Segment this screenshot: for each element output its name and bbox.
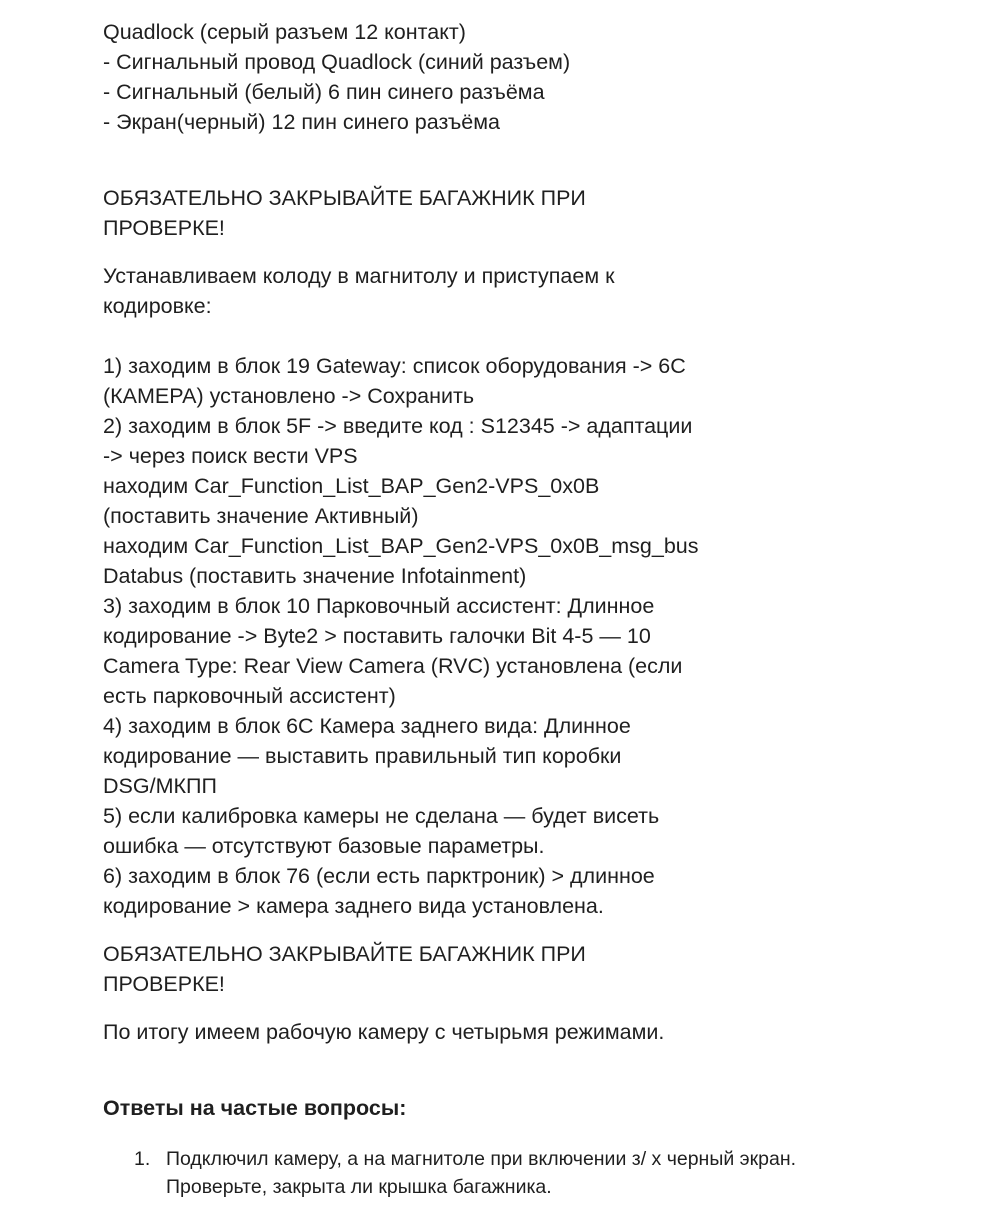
spacer: [103, 137, 863, 183]
faq-question: Подключил камеру, а на магнитоле при включении з/ х черный экран.: [166, 1148, 797, 1170]
warning-line: ОБЯЗАТЕЛЬНО ЗАКРЫВАЙТЕ БАГАЖНИК ПРИ: [103, 186, 586, 210]
wiring-section: [103, 17, 863, 137]
warning-line: ПРОВЕРКЕ!: [103, 216, 225, 240]
wiring-line: - Экран(черный) 12 пин синего разъёма: [103, 110, 500, 134]
document-content: [103, 17, 863, 1201]
step-line: 4) заходим в блок 6С Камера заднего вида: Длинное: [103, 714, 631, 738]
step-line: DSG/МКПП: [103, 774, 217, 798]
step-line: ошибка — отсутствуют базовые параметры.: [103, 834, 545, 858]
summary-line: По итогу имеем рабочую камеру с четырьмя режимами.: [103, 1020, 665, 1044]
step-line: -> через поиск вести VPS: [103, 444, 358, 468]
step-line: Camera Type: Rear View Camera (RVC) установлена (если: [103, 654, 683, 678]
wiring-line: - Сигнальный (белый) 6 пин синего разъёма: [103, 80, 545, 104]
faq-answer: Проверьте, закрыта ли крышка багажника.: [166, 1176, 552, 1198]
spacer: [103, 243, 863, 261]
steps-list: [103, 351, 863, 921]
intro-line: Устанавливаем колоду в магнитолу и приступаем к: [103, 264, 615, 288]
warning-line: ПРОВЕРКЕ!: [103, 972, 225, 996]
faq-item: [103, 1145, 863, 1201]
intro-line: кодировке:: [103, 294, 212, 318]
step-line: 5) если калибровка камеры не сделана — будет висеть: [103, 804, 660, 828]
step-line: 3) заходим в блок 10 Парковочный ассистент: Длинное: [103, 594, 655, 618]
spacer: [103, 321, 863, 351]
step-line: кодирование > камера заднего вида установлена.: [103, 894, 604, 918]
warning-paragraph: [103, 939, 863, 999]
step-line: находим Car_Function_List_BAP_Gen2-VPS_0x0B: [103, 474, 600, 498]
faq-item-number: 1.: [134, 1148, 151, 1170]
step-line: есть парковочный ассистент): [103, 684, 396, 708]
intro-paragraph: [103, 261, 863, 321]
wiring-line: - Сигнальный провод Quadlock (синий разъем): [103, 50, 571, 74]
step-line: 1) заходим в блок 19 Gateway: список оборудования -> 6С: [103, 354, 686, 378]
spacer: [103, 999, 863, 1017]
step-line: Databus (поставить значение Infotainment): [103, 564, 527, 588]
spacer: [103, 921, 863, 939]
step-line: (КАМЕРА) установлено -> Сохранить: [103, 384, 475, 408]
step-line: находим Car_Function_List_BAP_Gen2-VPS_0x0B_msg_bus: [103, 534, 699, 558]
summary-paragraph: [103, 1017, 863, 1047]
warning-line: ОБЯЗАТЕЛЬНО ЗАКРЫВАЙТЕ БАГАЖНИК ПРИ: [103, 942, 586, 966]
spacer: [103, 1047, 863, 1093]
faq-heading: Ответы на частые вопросы:: [103, 1096, 407, 1120]
step-line: 6) заходим в блок 76 (если есть парктроник) > длинное: [103, 864, 655, 888]
faq-list: [103, 1145, 863, 1201]
step-line: кодирование — выставить правильный тип коробки: [103, 744, 622, 768]
step-line: 2) заходим в блок 5F -> введите код : S12345 -> адаптации: [103, 414, 693, 438]
step-line: (поставить значение Активный): [103, 504, 419, 528]
step-line: кодирование -> Byte2 > поставить галочки Bit 4-5 — 10: [103, 624, 651, 648]
warning-paragraph: [103, 183, 863, 243]
wiring-line: Quadlock (серый разъем 12 контакт): [103, 20, 466, 44]
